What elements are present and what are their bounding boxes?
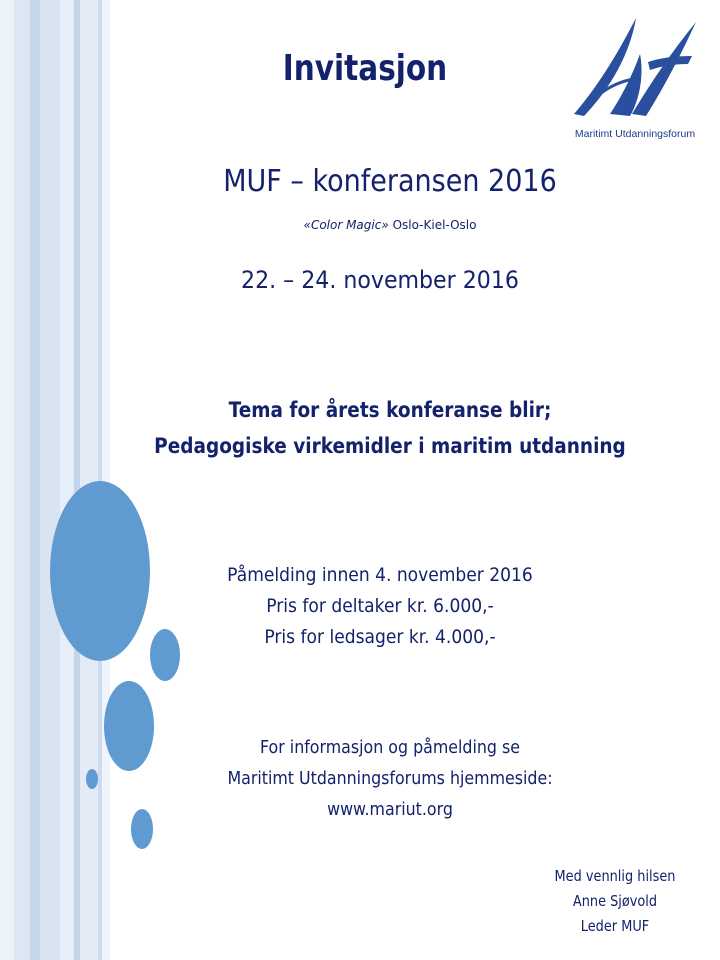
logo-caption: Maritimt Utdanningsforum <box>574 128 696 140</box>
registration-block <box>191 560 569 653</box>
muf-logo <box>560 14 710 144</box>
decorative-circle-large <box>50 481 150 661</box>
theme-intro: Tema for årets konferanse blir; <box>228 398 552 422</box>
muf-sail-logo-icon <box>570 14 700 124</box>
decorative-circle-medium <box>150 629 180 681</box>
price-participant: Pris for deltaker kr. 6.000,- <box>266 595 494 617</box>
ship-name: «Color Magic» <box>303 218 389 232</box>
theme-block <box>152 392 627 464</box>
ship-route <box>250 218 530 232</box>
decorative-circle-medium <box>104 681 154 771</box>
website-link[interactable]: www.mariut.org <box>327 799 453 820</box>
event-dates: 22. – 24. november 2016 <box>241 266 519 294</box>
signature-block <box>533 864 696 939</box>
greeting: Med vennlig hilsen <box>554 867 676 885</box>
price-companion: Pris for ledsager kr. 4.000,- <box>264 626 496 648</box>
page-title: Invitasjon <box>282 48 448 89</box>
signer-name: Anne Sjøvold <box>572 892 658 910</box>
route: Oslo-Kiel-Oslo <box>392 218 477 232</box>
info-line: Maritimt Utdanningsforums hjemmeside: <box>227 768 553 789</box>
registration-deadline: Påmelding innen 4. november 2016 <box>227 564 533 586</box>
decorative-circle-small <box>86 769 98 789</box>
info-block <box>196 732 583 825</box>
signer-role: Leder MUF <box>580 917 650 935</box>
info-line: For informasjon og påmelding se <box>260 737 520 758</box>
decorative-stripes <box>0 0 110 960</box>
theme-title: Pedagogiske virkemidler i maritim utdanning <box>154 434 626 458</box>
conference-name: MUF – konferansen 2016 <box>223 164 557 199</box>
decorative-circle-small <box>131 809 153 849</box>
